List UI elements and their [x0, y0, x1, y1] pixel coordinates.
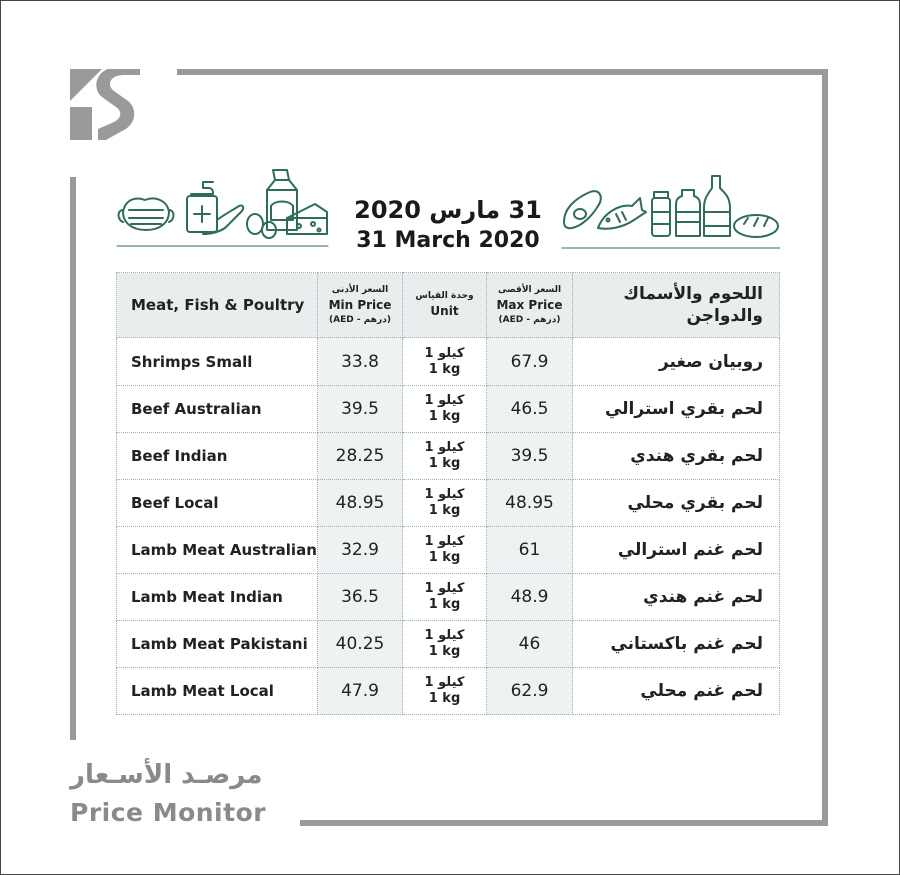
- table-header: [117, 273, 780, 338]
- footer-title-english: Price Monitor: [70, 798, 267, 827]
- avocado-icon: [564, 191, 601, 228]
- item-name-en: Lamb Meat Indian: [117, 574, 318, 621]
- sanitizer-hand-icon: [187, 182, 243, 234]
- min-price-cell: 48.95: [318, 480, 403, 527]
- unit-ar: 1 كيلو: [424, 393, 465, 408]
- milk-carton-icon: [267, 170, 297, 230]
- min-price-cell: 47.9: [318, 668, 403, 715]
- table-row: [117, 386, 780, 433]
- item-name-en: Beef Local: [117, 480, 318, 527]
- unit-ar: 1 كيلو: [424, 440, 465, 455]
- table-row: [117, 574, 780, 621]
- max-price-cell: 46.5: [487, 386, 573, 433]
- header-name-ar: اللحوم والأسماك والدواجن: [573, 273, 780, 338]
- min-price-cell: 28.25: [318, 433, 403, 480]
- price-table: [116, 272, 780, 715]
- header-min-ar: السعر الأدنى: [331, 284, 389, 295]
- unit-ar: 1 كيلو: [424, 487, 465, 502]
- water-bottle-icon: [676, 190, 700, 236]
- face-mask-icon: [119, 199, 174, 231]
- unit-en: 1 kg: [428, 503, 461, 518]
- unit-cell: [403, 668, 487, 715]
- unit-en: 1 kg: [428, 550, 461, 565]
- item-name-ar: لحم بقري هندي: [573, 433, 780, 480]
- header-unit-ar: وحدة القياس: [415, 291, 474, 301]
- table-row: [117, 480, 780, 527]
- header-max-en: Max Price: [496, 297, 563, 312]
- header-icons-left: [115, 160, 330, 250]
- unit-en: 1 kg: [428, 361, 461, 377]
- frame-top-bar: [177, 69, 828, 75]
- min-price-cell: 40.25: [318, 621, 403, 668]
- header-max-price: [487, 273, 573, 338]
- item-name-en: Lamb Meat Australian: [117, 527, 318, 574]
- max-price-cell: 46: [487, 621, 573, 668]
- fish-icon: [598, 198, 646, 229]
- frame-left-bar: [70, 177, 76, 740]
- table-row: [117, 621, 780, 668]
- unit-ar: 1 كيلو: [424, 675, 465, 690]
- max-price-cell: 48.9: [487, 574, 573, 621]
- min-price-cell: 39.5: [318, 386, 403, 433]
- header-name-en: Meat, Fish & Poultry: [117, 273, 318, 338]
- unit-cell: [403, 338, 487, 386]
- date-english: 31 March 2020: [356, 228, 540, 253]
- bread-icon: [734, 215, 778, 237]
- unit-cell: [403, 527, 487, 574]
- item-name-en: Shrimps Small: [117, 338, 318, 386]
- max-price-cell: 67.9: [487, 338, 573, 386]
- item-name-ar: لحم غنم استرالي: [573, 527, 780, 574]
- unit-ar: 1 كيلو: [424, 581, 465, 596]
- item-name-en: Lamb Meat Local: [117, 668, 318, 715]
- max-price-cell: 62.9: [487, 668, 573, 715]
- table-row: [117, 433, 780, 480]
- unit-cell: [403, 480, 487, 527]
- min-price-cell: 36.5: [318, 574, 403, 621]
- max-price-cell: 61: [487, 527, 573, 574]
- oil-bottle-icon: [704, 176, 730, 236]
- date-heading: [330, 194, 566, 256]
- table-row: [117, 338, 780, 386]
- header-icons-right: [560, 168, 782, 250]
- unit-en: 1 kg: [428, 409, 461, 424]
- unit-en: 1 kg: [428, 597, 461, 612]
- header-max-aed: (درهم - AED): [498, 314, 561, 325]
- item-name-en: Beef Indian: [117, 433, 318, 480]
- header-min-aed: (درهم - AED): [329, 314, 391, 325]
- max-price-cell: 39.5: [487, 433, 573, 480]
- unit-cell: [403, 386, 487, 433]
- table-row: [117, 527, 780, 574]
- unit-ar: 1 كيلو: [424, 345, 465, 361]
- unit-cell: [403, 433, 487, 480]
- item-name-en: Lamb Meat Pakistani: [117, 621, 318, 668]
- header-min-en: Min Price: [328, 297, 392, 312]
- frame-bottom-bar: [300, 820, 828, 826]
- min-price-cell: 33.8: [318, 338, 403, 386]
- item-name-ar: روبيان صغير: [573, 338, 780, 386]
- min-price-cell: 32.9: [318, 527, 403, 574]
- item-name-ar: لحم بقري محلي: [573, 480, 780, 527]
- item-name-ar: لحم بقري استرالي: [573, 386, 780, 433]
- item-name-ar: لحم غنم محلي: [573, 668, 780, 715]
- jar-icon: [652, 192, 670, 236]
- table-row: [117, 668, 780, 715]
- frame-right-bar: [822, 69, 828, 826]
- max-price-cell: 48.95: [487, 480, 573, 527]
- unit-en: 1 kg: [428, 691, 461, 706]
- unit-ar: 1 كيلو: [424, 628, 465, 643]
- header-min-price: [318, 273, 403, 338]
- unit-ar: 1 كيلو: [424, 534, 465, 549]
- unit-cell: [403, 621, 487, 668]
- price-monitor-logo: [70, 69, 140, 140]
- header-max-ar: السعر الأقصى: [497, 284, 562, 295]
- item-name-ar: لحم غنم هندي: [573, 574, 780, 621]
- unit-en: 1 kg: [428, 456, 461, 471]
- unit-en: 1 kg: [428, 644, 461, 659]
- footer-title-arabic: مرصـد الأسـعار: [70, 760, 263, 790]
- item-name-ar: لحم غنم باكستاني: [573, 621, 780, 668]
- unit-cell: [403, 574, 487, 621]
- header-unit-en: Unit: [430, 304, 459, 318]
- item-name-en: Beef Australian: [117, 386, 318, 433]
- date-arabic: 31 مارس 2020: [354, 196, 542, 224]
- header-unit: [403, 273, 487, 338]
